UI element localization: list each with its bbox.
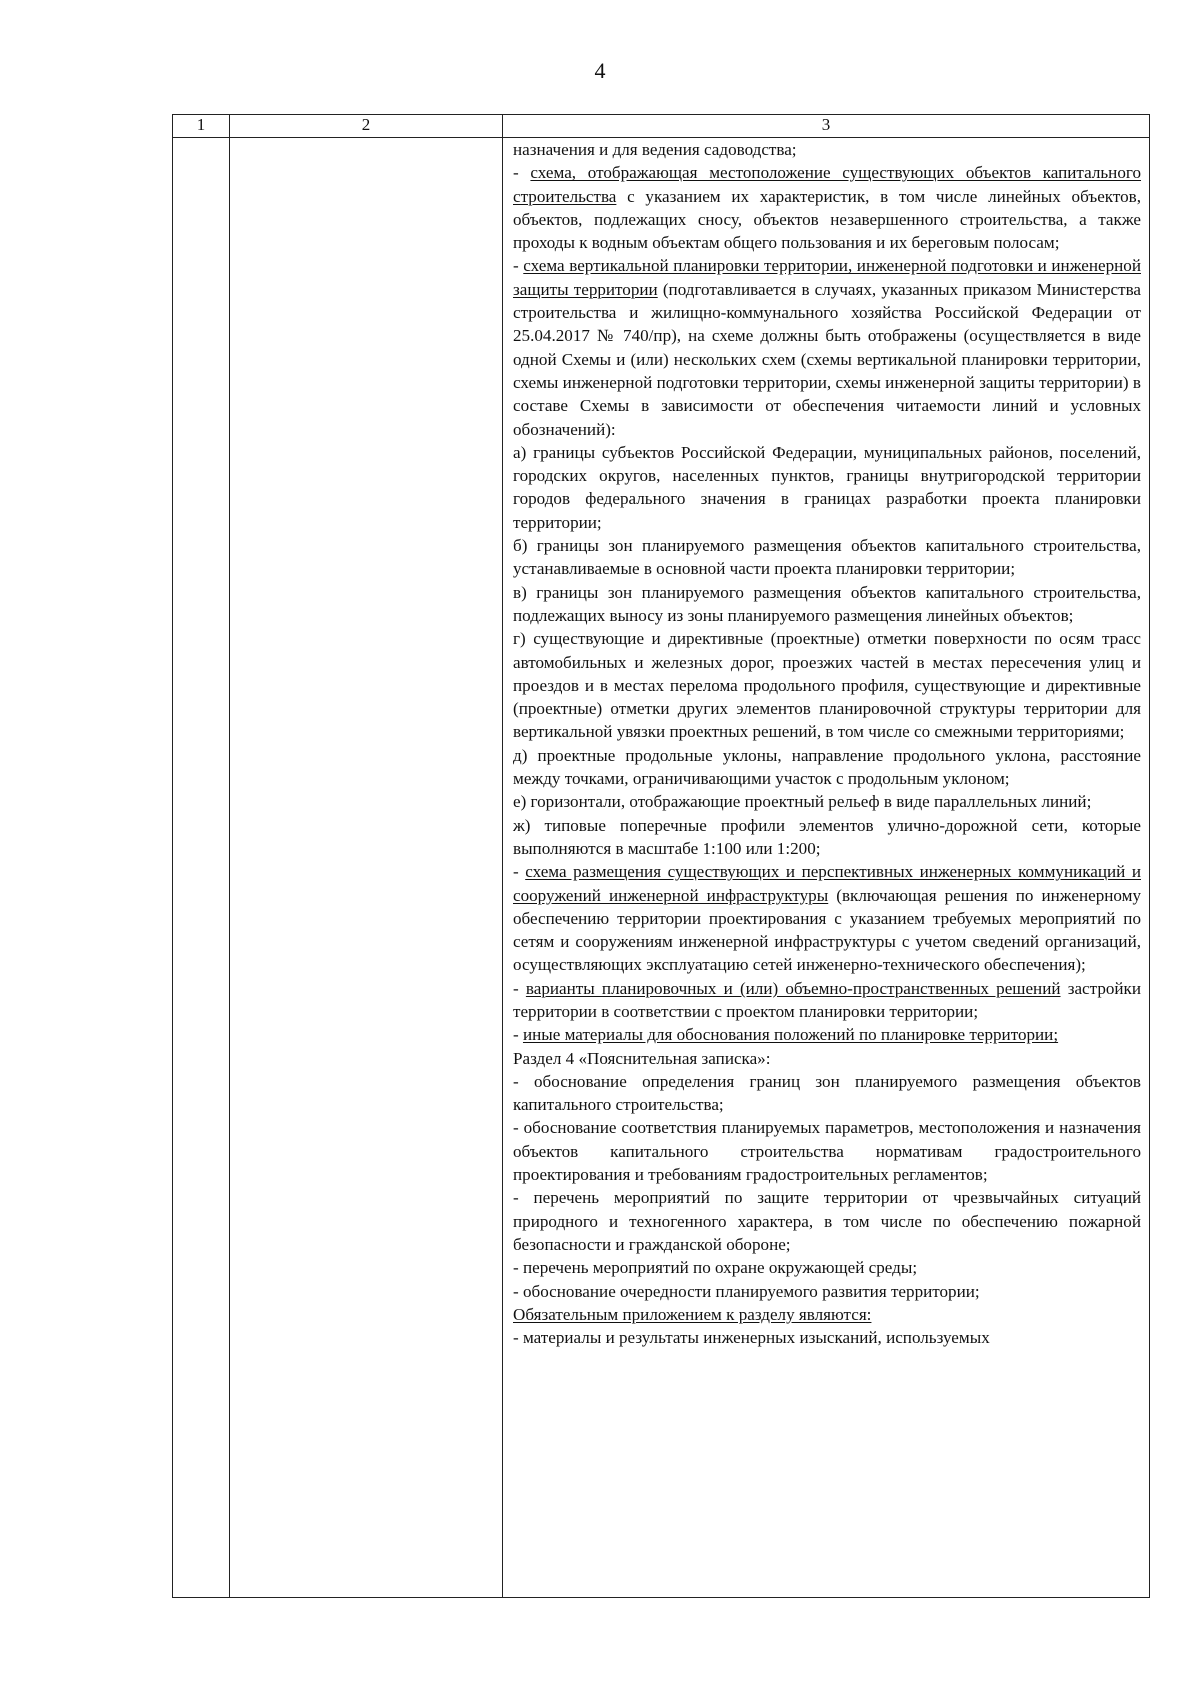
paragraph bbox=[513, 254, 1141, 440]
paragraph bbox=[513, 441, 1141, 534]
text-run: в) границы зон планируемого размещения объектов капитального строительства, подлежащих выносу из зоны планируемого размещения линейных объектов; bbox=[513, 582, 1141, 625]
text-run: - bbox=[513, 1025, 523, 1045]
paragraph bbox=[513, 744, 1141, 791]
paragraph bbox=[513, 534, 1141, 581]
paragraph bbox=[513, 161, 1141, 254]
paragraph bbox=[513, 138, 1141, 161]
paragraph bbox=[513, 1070, 1141, 1117]
cell-col-3 bbox=[503, 138, 1150, 1598]
column-header-3: 3 bbox=[503, 115, 1150, 138]
text-run: - обоснование очередности планируемого развития территории; bbox=[513, 1281, 980, 1301]
text-run: а) границы субъектов Российской Федерации, муниципальных районов, поселений, городских округов, населенных пунктов, границы внутригородской территории городов федерального значения в границах разработки проекта планировки территории; bbox=[513, 442, 1141, 532]
underlined-text: схема, отображающая местоположение существующих объектов капитального строительства bbox=[513, 163, 1142, 206]
cell-col-1 bbox=[173, 138, 230, 1598]
text-run: Раздел 4 «Пояснительная записка»: bbox=[513, 1048, 771, 1068]
paragraph bbox=[513, 814, 1141, 861]
underlined-text: варианты планировочных и (или) объемно-пространственных решений bbox=[525, 978, 1061, 998]
text-run: е) горизонтали, отображающие проектный рельеф в виде параллельных линий; bbox=[513, 792, 1092, 812]
text-run: ж) типовые поперечные профили элементов улично-дорожной сети, которые выполняются в масштабе 1:100 или 1:200; bbox=[513, 815, 1141, 858]
paragraph bbox=[513, 1047, 1141, 1070]
paragraph bbox=[513, 1186, 1141, 1256]
underlined-text: иные материалы для обоснования положений по планировке территории; bbox=[522, 1025, 1059, 1045]
underlined-text: схема вертикальной планировки территории, инженерной подготовки и инженерной защиты территории bbox=[513, 256, 1141, 299]
text-run: - bbox=[513, 862, 526, 882]
paragraph bbox=[513, 627, 1141, 743]
text-run: - материалы и результаты инженерных изысканий, используемых bbox=[513, 1328, 990, 1348]
paragraph bbox=[513, 977, 1141, 1024]
text-run: д) проектные продольные уклоны, направление продольного уклона, расстояние между точками, ограничивающими участок с продольным уклоном; bbox=[513, 745, 1141, 789]
text-run: - перечень мероприятий по защите территории от чрезвычайных ситуаций природного и техногенного характера, в том числе по обеспечению пожарной безопасности и гражданской обороне; bbox=[513, 1188, 1141, 1254]
text-run: г) существующие и директивные (проектные) отметки поверхности по осям трасс автомобильных и железных дорог, проезжих частей в местах пересечения улиц и проездов и в местах перелома продольного профиля, существующие и директивные (проектные) отметки других элементов планировочной структуры территории для вертикальной увязки проектных решений, в том числе со смежными территориями; bbox=[513, 629, 1141, 742]
table-row bbox=[173, 138, 1150, 1598]
paragraph bbox=[513, 1256, 1141, 1279]
text-run: - bbox=[513, 256, 524, 276]
column-header-1: 1 bbox=[173, 115, 230, 138]
paragraph bbox=[513, 1303, 1141, 1326]
paragraph bbox=[513, 1280, 1141, 1303]
underlined-text: схема размещения существующих и перспективных инженерных коммуникаций и сооружений инженерной инфраструктуры bbox=[513, 862, 1141, 905]
text-run: - bbox=[513, 163, 531, 183]
paragraph bbox=[513, 1326, 1141, 1349]
text-run: (включающая решения по инженерному обеспечению территории проектирования с указанием требуемых мероприятий по сетям и сооружениям инженерной инфраструктуры с учетом сведений организаций, осуществляющих эксплуатацию сетей инженерно-технического обеспечения); bbox=[513, 885, 1141, 975]
underlined-text: Обязательным приложением к разделу являются: bbox=[513, 1304, 872, 1324]
paragraph bbox=[513, 860, 1141, 976]
cell-col-2 bbox=[230, 138, 503, 1598]
page-number: 4 bbox=[594, 58, 606, 83]
text-run: с указанием их характеристик, в том числе линейных объектов, объектов, подлежащих сносу, объектов незавершенного строительства, а также проходы к водным объектам общего пользования и их береговым полосам; bbox=[513, 186, 1141, 253]
text-run: - bbox=[513, 978, 526, 998]
text-run: назначения и для ведения садоводства; bbox=[513, 140, 797, 159]
text-run: - обоснование определения границ зон планируемого размещения объектов капитального строительства; bbox=[513, 1071, 1141, 1115]
text-run: б) границы зон планируемого размещения объектов капитального строительства, устанавливаемые в основной части проекта планировки территории; bbox=[513, 536, 1141, 579]
document-table bbox=[172, 114, 1150, 1598]
paragraph bbox=[513, 790, 1141, 813]
text-run: застройки территории в соответствии с проектом планировки территории; bbox=[513, 978, 1142, 1021]
text-run: (подготавливается в случаях, указанных приказом Министерства строительства и жилищно-коммунального хозяйства Российской Федерации от 25.04.2017 № 740/пр), на схеме должны быть отображены (осуществляется в виде одной Схемы и (или) нескольких схем (схемы вертикальной планировки территории, схемы инженерной подготовки территории, схемы инженерной защиты территории) в составе Схемы в зависимости от обеспечения читаемости линий и условных обозначений): bbox=[513, 279, 1142, 439]
column-header-2: 2 bbox=[230, 115, 503, 138]
paragraph bbox=[513, 581, 1141, 628]
paragraph bbox=[513, 1116, 1141, 1186]
paragraph bbox=[513, 1023, 1141, 1046]
text-run: - перечень мероприятий по охране окружающей среды; bbox=[513, 1258, 918, 1278]
content-text bbox=[513, 138, 1141, 1349]
table-header-row bbox=[173, 115, 1150, 138]
text-run: - обоснование соответствия планируемых параметров, местоположения и назначения объектов капитального строительства нормативам градостроительного проектирования и требованиям градостроительных регламентов; bbox=[513, 1118, 1141, 1185]
